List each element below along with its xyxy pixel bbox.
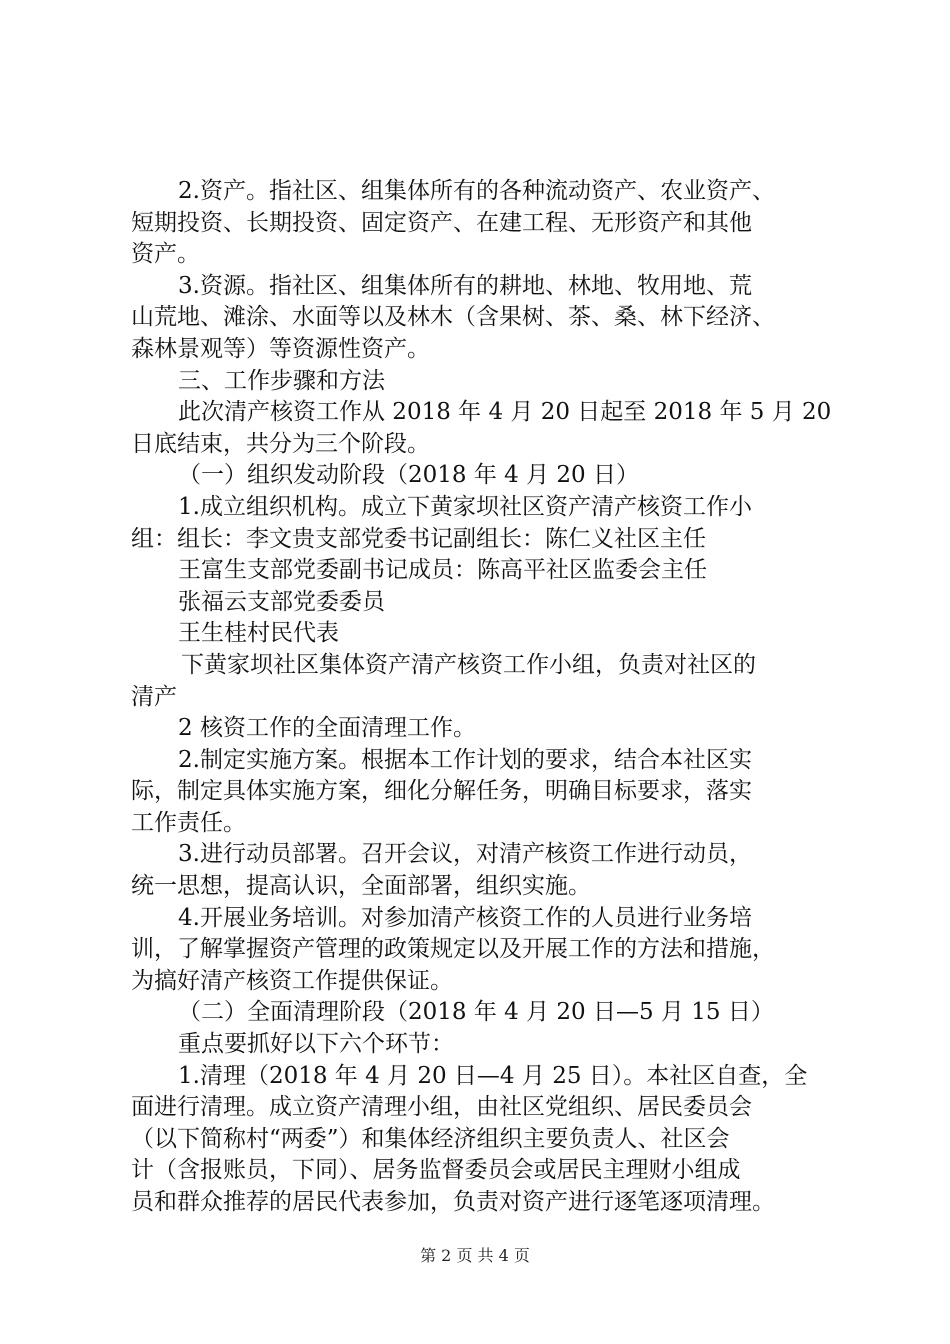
text-line: 2.制定实施方案。根据本工作计划的要求，结合本社区实: [178, 746, 752, 773]
text-line: 1.清理（2018 年 4 月 20 日—4 月 25 日）。本社区自查，全: [178, 1062, 808, 1089]
text-line: 4.开展业务培训。对参加清产核资工作的人员进行业务培: [178, 904, 752, 931]
text-line: 3.进行动员部署。召开会议，对清产核资工作进行动员，: [178, 841, 752, 868]
body-text: [131, 176, 836, 1219]
text-line: 森林景观等）等资源性资产。: [131, 335, 430, 362]
text-line: 重点要抓好以下六个环节：: [178, 1031, 454, 1058]
text-line: 际，制定具体实施方案，细化分解任务，明确目标要求，落实: [131, 778, 752, 805]
text-line: 此次清产核资工作从 2018 年 4 月 20 日起至 2018 年 5 月 20: [178, 399, 832, 426]
text-line: 2.资产。指社区、组集体所有的各种流动资产、农业资产、: [178, 178, 775, 204]
text-line: 组：组长：李文贵支部党委书记副组长：陈仁义社区主任: [131, 525, 706, 552]
text-line: 3.资源。指社区、组集体所有的耕地、林地、牧用地、荒: [178, 272, 752, 299]
text-line: 日底结束，共分为三个阶段。: [131, 430, 430, 457]
text-line: 面进行清理。成立资产清理小组，由社区党组织、居民委员会: [131, 1094, 752, 1121]
text-line: 工作责任。: [131, 809, 246, 836]
page-footer: 第 2 页 共 4 页: [420, 1246, 530, 1265]
text-line: 王生桂村民代表: [178, 620, 339, 647]
text-line: 为搞好清产核资工作提供保证。: [131, 967, 453, 994]
text-line: 清产: [131, 683, 177, 710]
text-line: 山荒地、滩涂、水面等以及林木（含果树、茶、桑、林下经济、: [131, 304, 775, 331]
text-line: 资产。: [131, 241, 200, 268]
text-line: 1.成立组织机构。成立下黄家坝社区资产清产核资工作小: [178, 493, 752, 520]
text-line: （二）全面清理阶段（2018 年 4 月 20 日—5 月 15 日）: [178, 999, 774, 1026]
text-line: 员和群众推荐的居民代表参加，负责对资产进行逐笔逐项清理。: [131, 1189, 775, 1215]
text-line: （以下简称村“两委”）和集体经济组织主要负责人、社区会: [131, 1125, 730, 1152]
text-line: 下黄家坝社区集体资产清产核资工作小组，负责对社区的: [181, 651, 756, 678]
text-line: 统一思想，提高认识，全面部署，组织实施。: [131, 873, 591, 900]
text-line: 短期投资、长期投资、固定资产、在建工程、无形资产和其他: [131, 209, 752, 236]
text-line: 训，了解掌握资产管理的政策规定以及开展工作的方法和措施，: [131, 936, 775, 963]
text-line: 计（含报账员，下同）、居务监督委员会或居民主理财小组成: [131, 1157, 741, 1184]
text-line: 王富生支部党委副书记成员：陈高平社区监委会主任: [178, 557, 707, 584]
text-line: 三、工作步骤和方法: [178, 367, 385, 394]
text-line: 2 核资工作的全面清理工作。: [178, 715, 476, 742]
text-line: （一）组织发动阶段（2018 年 4 月 20 日）: [178, 462, 639, 489]
text-line: 张福云支部党委委员: [178, 588, 385, 615]
